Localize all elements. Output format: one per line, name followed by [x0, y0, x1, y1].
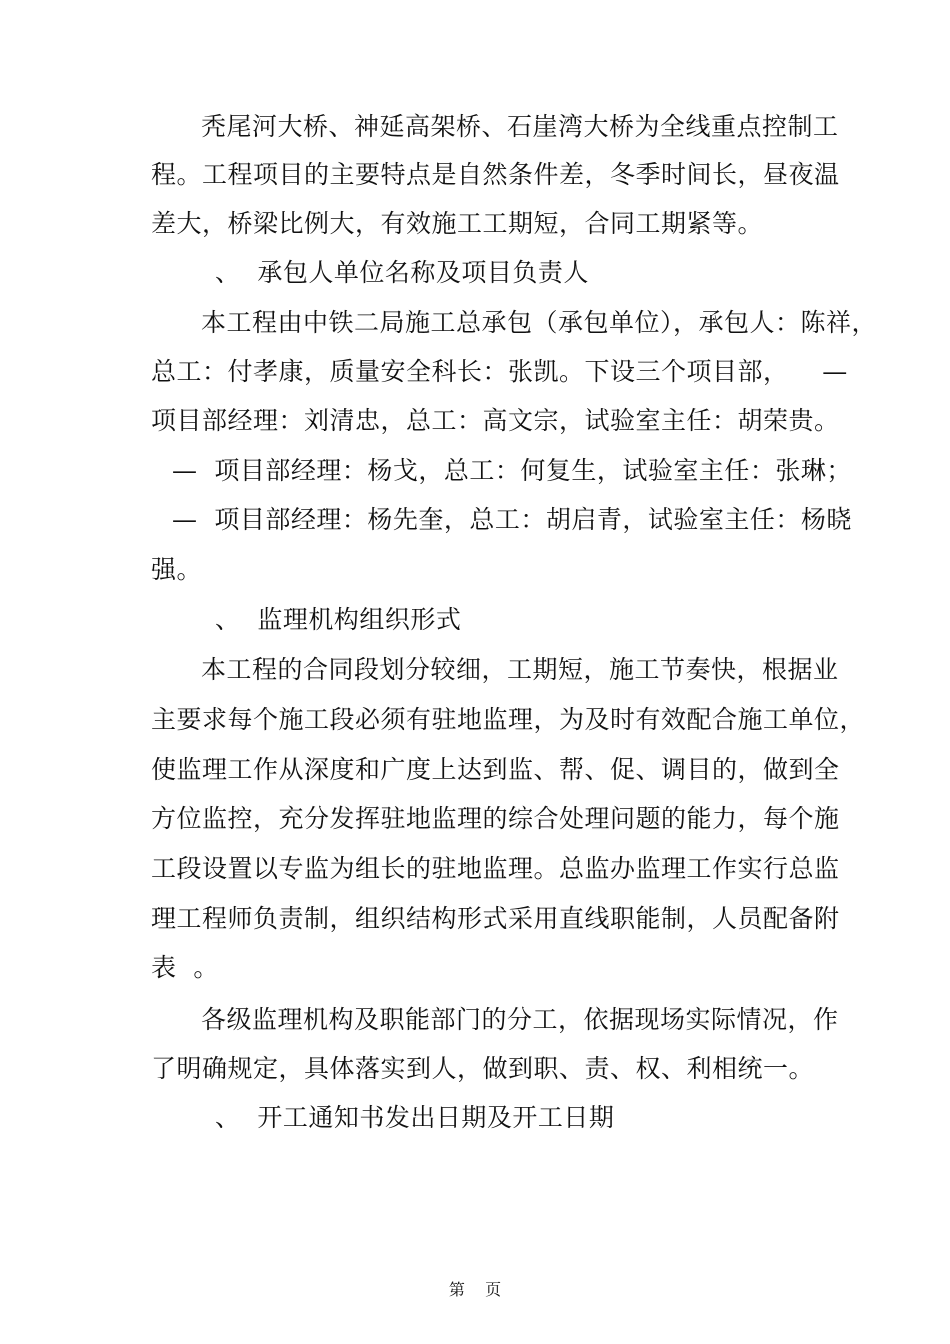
- body-line: 主要求每个施工段必须有驻地监理，为及时有效配合施工单位，: [151, 705, 866, 734]
- section-heading: 、 开工通知书发出日期及开工日期: [215, 1103, 615, 1132]
- body-line: — 项目部经理：杨先奎，总工：胡启青，试验室主任：杨晓: [172, 505, 852, 534]
- body-line: 差大，桥梁比例大，有效施工工期短，合同工期紧等。: [151, 209, 764, 238]
- body-line: 本工程的合同段划分较细，工期短，施工节奏快，根据业: [201, 655, 839, 684]
- section-heading: 、 承包人单位名称及项目负责人: [215, 258, 589, 287]
- section-heading: 、 监理机构组织形式: [215, 605, 462, 634]
- body-line: 工段设置以专监为组长的驻地监理。总监办监理工作实行总监: [151, 854, 840, 883]
- body-line: 表 。: [151, 953, 219, 982]
- body-line: 程。工程项目的主要特点是自然条件差，冬季时间长，昼夜温: [151, 160, 840, 189]
- body-line: 项目部经理：刘清忠，总工：高文宗，试验室主任：胡荣贵。: [151, 406, 840, 435]
- body-line: 了明确规定，具体落实到人，做到职、责、权、利相统一。: [151, 1054, 815, 1083]
- body-line: 总工：付孝康，质量安全科长：张凯。下设三个项目部， —: [151, 357, 848, 386]
- body-line: 秃尾河大桥、神延高架桥、石崖湾大桥为全线重点控制工: [201, 112, 839, 141]
- body-line: 本工程由中铁二局施工总承包（承包单位），承包人：陈祥，: [201, 308, 878, 337]
- page-number-footer: 第 页: [448, 1280, 502, 1299]
- body-line: 方位监控，充分发挥驻地监理的综合处理问题的能力，每个施: [151, 804, 840, 833]
- body-line: — 项目部经理：杨戈，总工：何复生，试验室主任：张琳；: [172, 456, 852, 485]
- body-line: 理工程师负责制，组织结构形式采用直线职能制，人员配备附: [151, 904, 840, 933]
- body-line: 使监理工作从深度和广度上达到监、帮、促、调目的，做到全: [151, 755, 840, 784]
- body-line: 各级监理机构及职能部门的分工，依据现场实际情况，作: [201, 1005, 839, 1034]
- body-line: 强。: [151, 555, 203, 584]
